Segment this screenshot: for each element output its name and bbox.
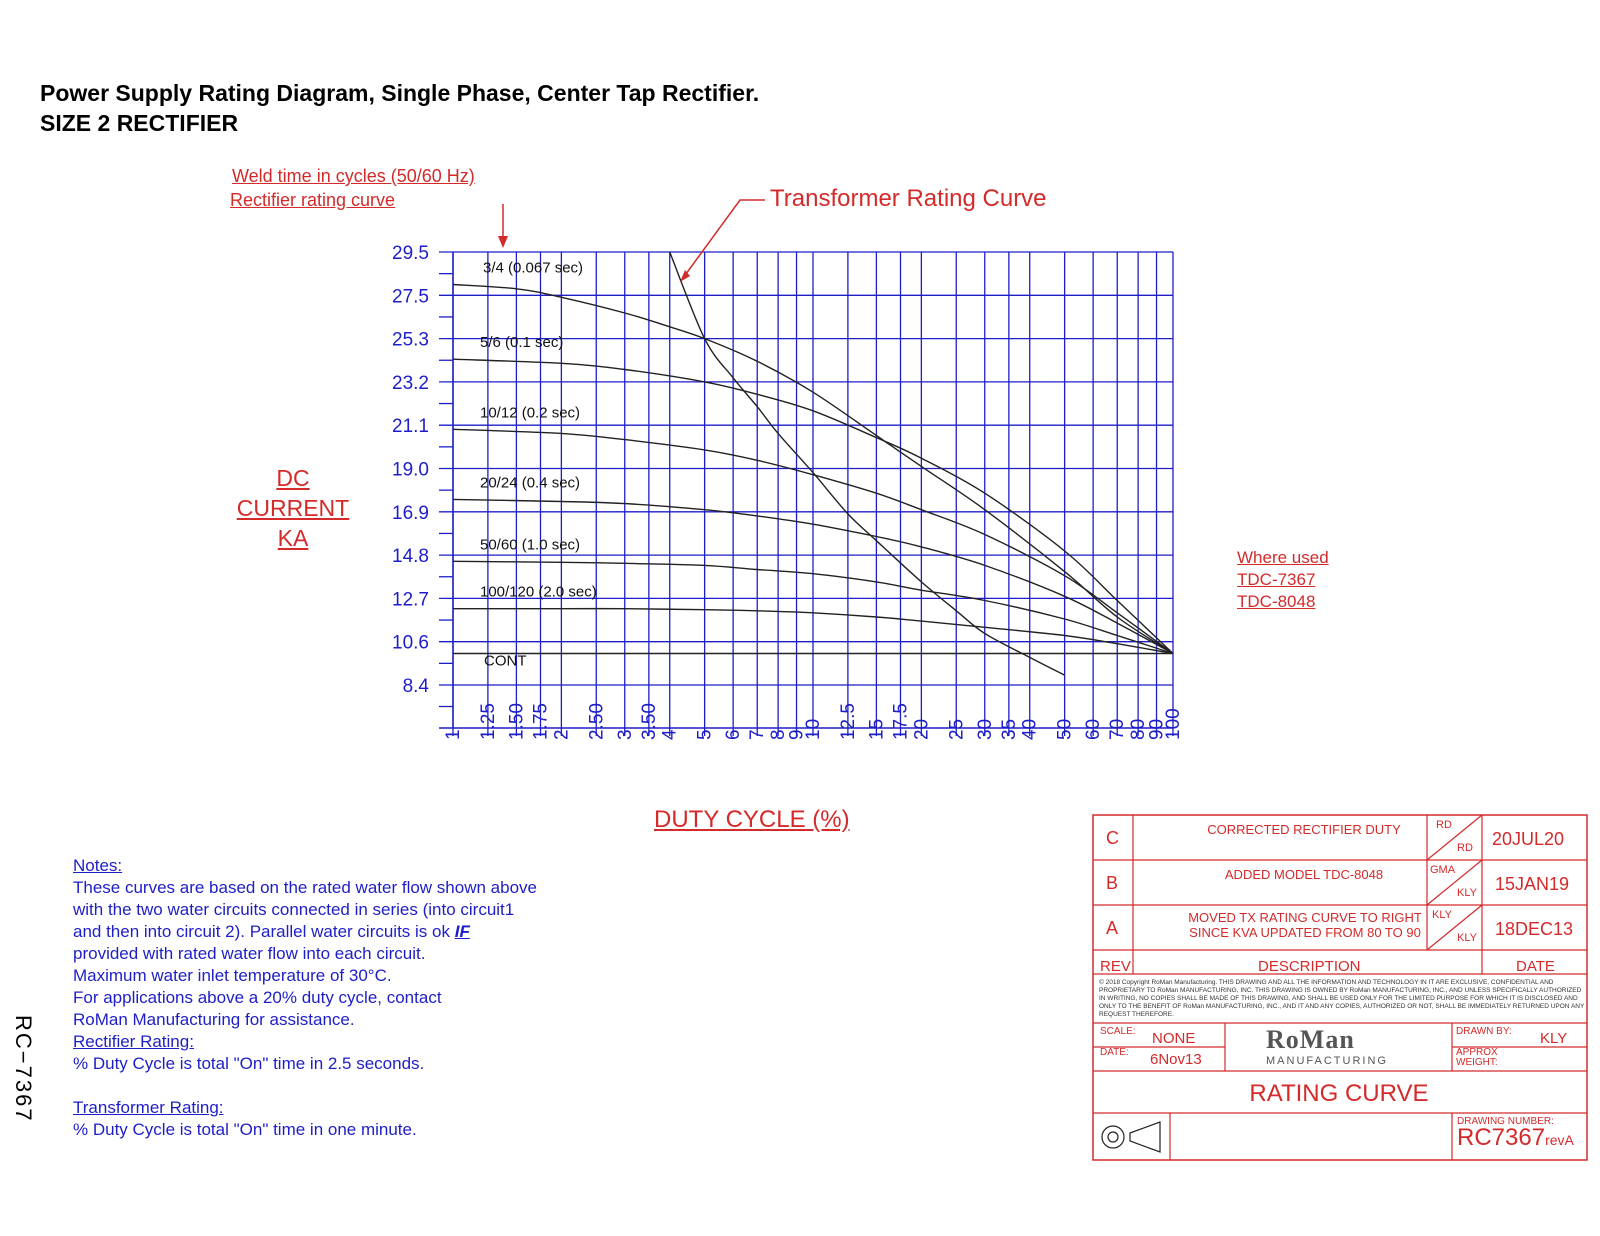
scale-value: NONE [1152, 1030, 1196, 1047]
curve-label: 3/4 (0.067 sec) [483, 259, 584, 277]
company-logo-sub: MANUFACTURING [1266, 1055, 1388, 1067]
side-drawing-id: RC−7367 [11, 1015, 36, 1123]
x-axis-label: DUTY CYCLE (%) [654, 806, 850, 833]
x-tick-label: 6 [723, 729, 745, 740]
approx-label: APPROX [1456, 1047, 1498, 1058]
weight-label: WEIGHT: [1456, 1057, 1498, 1068]
drawing-number-value: RC7367 [1457, 1124, 1546, 1151]
copyright-notice: © 2018 Copyright RoMan Manufacturing. THIS DRAWING AND ALL THE INFORMATION AND TECHNOLOGY IN IT ARE EXCLUSIVE, CONFIDENTIAL AND PROPRIETARY TO RoMan MANUFACTURING, INC. THIS DRAWING IS OWNED BY RoMan MANUFACTURING, INC., AND UNLESS SPECIFICALLY AUTHORIZED IN WRITING, NO COPIES SHALL BE MADE OF THIS DRAWING, AND SHALL BE USED ONLY FOR THE LIMITED PURPOSE FOR WHICH IT IS DISCLOSED AND ONLY TO THE BENEFIT OF RoMan MANUFACTURING, INC., AND IT AND ANY COPIES, AUTHORIZED OR NOT, SHALL BE IMMEDIATELY RETURNED UPON ANY REQUEST THEREFORE. [1099, 979, 1585, 1018]
drawn-by-value: KLY [1540, 1030, 1568, 1047]
x-tick-label: 7 [747, 729, 769, 740]
y-tick-label: 27.5 [392, 286, 429, 308]
y-tick-label: 10.6 [392, 632, 429, 654]
x-tick-label: 15 [866, 718, 888, 740]
transformer-curve-label: Transformer Rating Curve [770, 185, 1047, 212]
rev-by: GMA [1430, 864, 1456, 876]
curve-label: 100/120 (2.0 sec) [480, 583, 597, 601]
rev-by: RD [1436, 819, 1452, 831]
projection-inner-circle-icon [1108, 1132, 1118, 1142]
drawing-title: RATING CURVE [1249, 1080, 1429, 1107]
x-tick-label: 1.50 [506, 703, 528, 740]
notes-line: For applications above a 20% duty cycle, contact [73, 988, 442, 1007]
notes-if-word: IF [454, 922, 470, 941]
rev-checked: KLY [1457, 932, 1477, 944]
y-tick-label: 23.2 [392, 372, 429, 394]
rectifier-rating-text: % Duty Cycle is total "On" time in 2.5 seconds. [73, 1054, 425, 1073]
drawing-number-label: DRAWING NUMBER: [1457, 1116, 1554, 1127]
x-tick-label: 60 [1083, 718, 1105, 740]
x-tick-label: 90 [1146, 718, 1168, 740]
x-tick-label: 9 [786, 729, 808, 740]
x-tick-label: 1.25 [477, 703, 499, 740]
y-tick-label: 19.0 [392, 459, 429, 481]
rectifier-curve-label: Rectifier rating curve [230, 190, 396, 210]
rev-description: CORRECTED RECTIFIER DUTY [1207, 822, 1401, 837]
x-tick-label: 4 [659, 729, 681, 740]
description-header: DESCRIPTION [1258, 958, 1361, 975]
x-tick-label: 5 [694, 729, 716, 740]
transformer-arrowhead [680, 270, 690, 282]
page-title: Power Supply Rating Diagram, Single Phase, Center Tap Rectifier. [40, 80, 760, 106]
weld-time-arrowhead [498, 236, 508, 248]
page-subtitle: SIZE 2 RECTIFIER [40, 110, 239, 136]
transformer-rating-text: % Duty Cycle is total "On" time in one minute. [73, 1120, 417, 1139]
y-tick-label: 8.4 [402, 676, 429, 697]
rev-description: ADDED MODEL TDC-8048 [1224, 867, 1384, 882]
y-tick-label: 16.9 [392, 502, 429, 524]
rev-date: 18DEC13 [1495, 919, 1574, 939]
x-tick-label: 20 [911, 718, 933, 740]
notes-line: with the two water circuits connected in series (into circuit1 [73, 900, 515, 919]
rev-checked: KLY [1457, 887, 1477, 899]
x-tick-label: 12.5 [837, 703, 859, 740]
chart-grid [439, 252, 1173, 736]
y-tick-label: 25.3 [392, 329, 429, 351]
x-tick-label: 35 [998, 718, 1020, 740]
y-tick-label: 14.8 [392, 546, 429, 568]
x-tick-label: 10 [803, 718, 824, 740]
projection-cone-icon [1130, 1122, 1160, 1152]
date-value: 6Nov13 [1150, 1051, 1202, 1068]
x-tick-label: 30 [974, 718, 996, 740]
notes-line: These curves are based on the rated water flow shown above [73, 878, 537, 897]
notes-line: Maximum water inlet temperature of 30°C. [73, 966, 392, 985]
rev-letter: A [1106, 918, 1119, 938]
weld-time-label: Weld time in cycles (50/60 Hz) [232, 166, 475, 186]
x-tick-label: 8 [768, 729, 790, 740]
notes-line: RoMan Manufacturing for assistance. [73, 1010, 355, 1029]
y-tick-label: 12.7 [392, 589, 429, 611]
projection-circle-icon [1102, 1126, 1124, 1148]
x-tick-label: 3.50 [638, 703, 660, 740]
date-label: DATE: [1100, 1047, 1129, 1058]
x-tick-label: 3 [614, 729, 636, 740]
x-tick-label: 50 [1054, 718, 1076, 740]
y-tick-label: 21.1 [392, 416, 429, 438]
rev-description: MOVED TX RATING CURVE TO RIGHT SINCE KVA UPDATED FROM 80 TO 90 [1188, 910, 1422, 940]
where-used-item: TDC-7367 [1237, 570, 1316, 589]
x-tick-label: 80 [1128, 718, 1150, 740]
notes-heading: Notes: [73, 856, 123, 875]
transformer-rating-heading: Transformer Rating: [73, 1098, 224, 1117]
date-header: DATE [1516, 958, 1555, 975]
x-tick-label: 100 [1163, 708, 1184, 740]
notes-line-text: and then into circuit 2). Parallel water circuits is ok [73, 922, 450, 941]
rev-date: 15JAN19 [1495, 874, 1570, 894]
curve-label: 20/24 (0.4 sec) [480, 474, 581, 492]
x-tick-label: 70 [1107, 718, 1129, 740]
drawn-by-label: DRAWN BY: [1456, 1026, 1512, 1037]
scale-label: SCALE: [1100, 1026, 1136, 1037]
curve-label: CONT [484, 652, 527, 670]
transformer-arrow [683, 200, 765, 278]
x-tick-label: 40 [1019, 718, 1041, 740]
rev-letter: C [1106, 828, 1119, 848]
rev-by: KLY [1432, 909, 1452, 921]
y-tick-label: 29.5 [392, 243, 429, 264]
where-used-item: TDC-8048 [1237, 592, 1316, 611]
x-tick-label: 25 [946, 718, 968, 740]
rev-header: REV [1100, 958, 1131, 975]
x-tick-label: 2 [551, 729, 573, 740]
curve-label: 5/6 (0.1 sec) [480, 334, 564, 352]
rev-date: 20JUL20 [1492, 829, 1565, 849]
drawing-number [1457, 1124, 1574, 1152]
rectifier-rating-heading: Rectifier Rating: [73, 1032, 194, 1051]
drawing-revision: revA [1545, 1132, 1574, 1148]
where-used-label: Where used [1237, 548, 1329, 567]
rev-checked: RD [1457, 842, 1473, 854]
x-tick-label: 17.5 [890, 703, 912, 740]
y-axis-label-line1: DC [276, 465, 310, 491]
x-tick-label: 1.75 [530, 703, 552, 740]
rev-letter: B [1106, 873, 1119, 893]
notes-line: provided with rated water flow into each circuit. [73, 944, 426, 963]
y-axis-label-line2: CURRENT [236, 495, 350, 521]
transformer-rating-curve [670, 252, 1065, 675]
company-logo: RoMan [1266, 1025, 1355, 1054]
curve-label: 50/60 (1.0 sec) [480, 536, 581, 554]
y-axis-label-line3: KA [277, 525, 309, 551]
curve-label: 10/12 (0.2 sec) [480, 404, 581, 422]
x-tick-label: 1 [443, 729, 464, 740]
x-tick-label: 2.50 [586, 703, 608, 740]
